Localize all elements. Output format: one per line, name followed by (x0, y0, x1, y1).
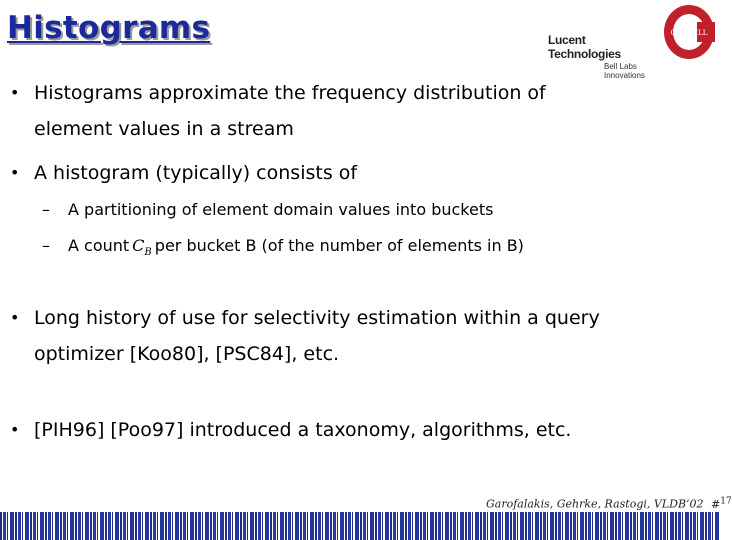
cornell-logo-icon (663, 4, 715, 60)
footer-page-prefix: # (711, 497, 721, 511)
bullet-long-history (0, 300, 710, 372)
bullet-histograms-approximate (0, 75, 700, 147)
math-count-sub: B (144, 247, 152, 259)
sub-bullet-count (0, 234, 700, 258)
bullet-text-line: Histograms approximate the frequency distribution of (34, 82, 546, 104)
bullet-marker: • (10, 163, 20, 182)
cornell-logo-text: CORNELL (670, 29, 708, 37)
sub-bullet-marker: – (42, 200, 50, 219)
bullet-taxonomy (0, 412, 700, 448)
math-count-symbol (132, 234, 152, 265)
slide-title: Histograms (7, 10, 211, 46)
slide-footer (486, 496, 732, 511)
footer-authors: Garofalakis, Gehrke, Rastogi, VLDB’02 (486, 497, 704, 511)
lucent-logo (548, 33, 658, 80)
sub-bullet-partitioning (0, 198, 700, 222)
sub-bullet-text-before: A count (68, 236, 130, 255)
bullet-text-line: A histogram (typically) consists of (34, 162, 358, 184)
footer-stripe-bar (0, 512, 720, 540)
footer-page-number (711, 498, 732, 511)
bullet-text-line: [PIH96] [Poo97] introduced a taxonomy, algorithms, etc. (34, 419, 572, 441)
math-count-main: C (132, 236, 145, 255)
bullet-text-line: Long history of use for selectivity estimation within a query (34, 307, 600, 329)
bullet-histogram-consists (0, 155, 700, 191)
bullet-marker: • (10, 308, 20, 327)
bullet-text-line: optimizer [Koo80], [PSC84], etc. (34, 343, 340, 365)
sub-bullet-text: A partitioning of element domain values into buckets (68, 200, 494, 219)
bullet-text-line: element values in a stream (34, 118, 294, 140)
lucent-logo-tagline: Bell Labs Innovations (604, 62, 645, 80)
bullet-marker: • (10, 420, 20, 439)
bullet-marker: • (10, 83, 20, 102)
lucent-logo-name: Lucent Technologies (548, 33, 621, 61)
sub-bullet-marker: – (42, 236, 50, 255)
footer-page-value: 17 (720, 496, 732, 506)
sub-bullet-text-after: per bucket B (of the number of elements in B) (154, 236, 524, 255)
